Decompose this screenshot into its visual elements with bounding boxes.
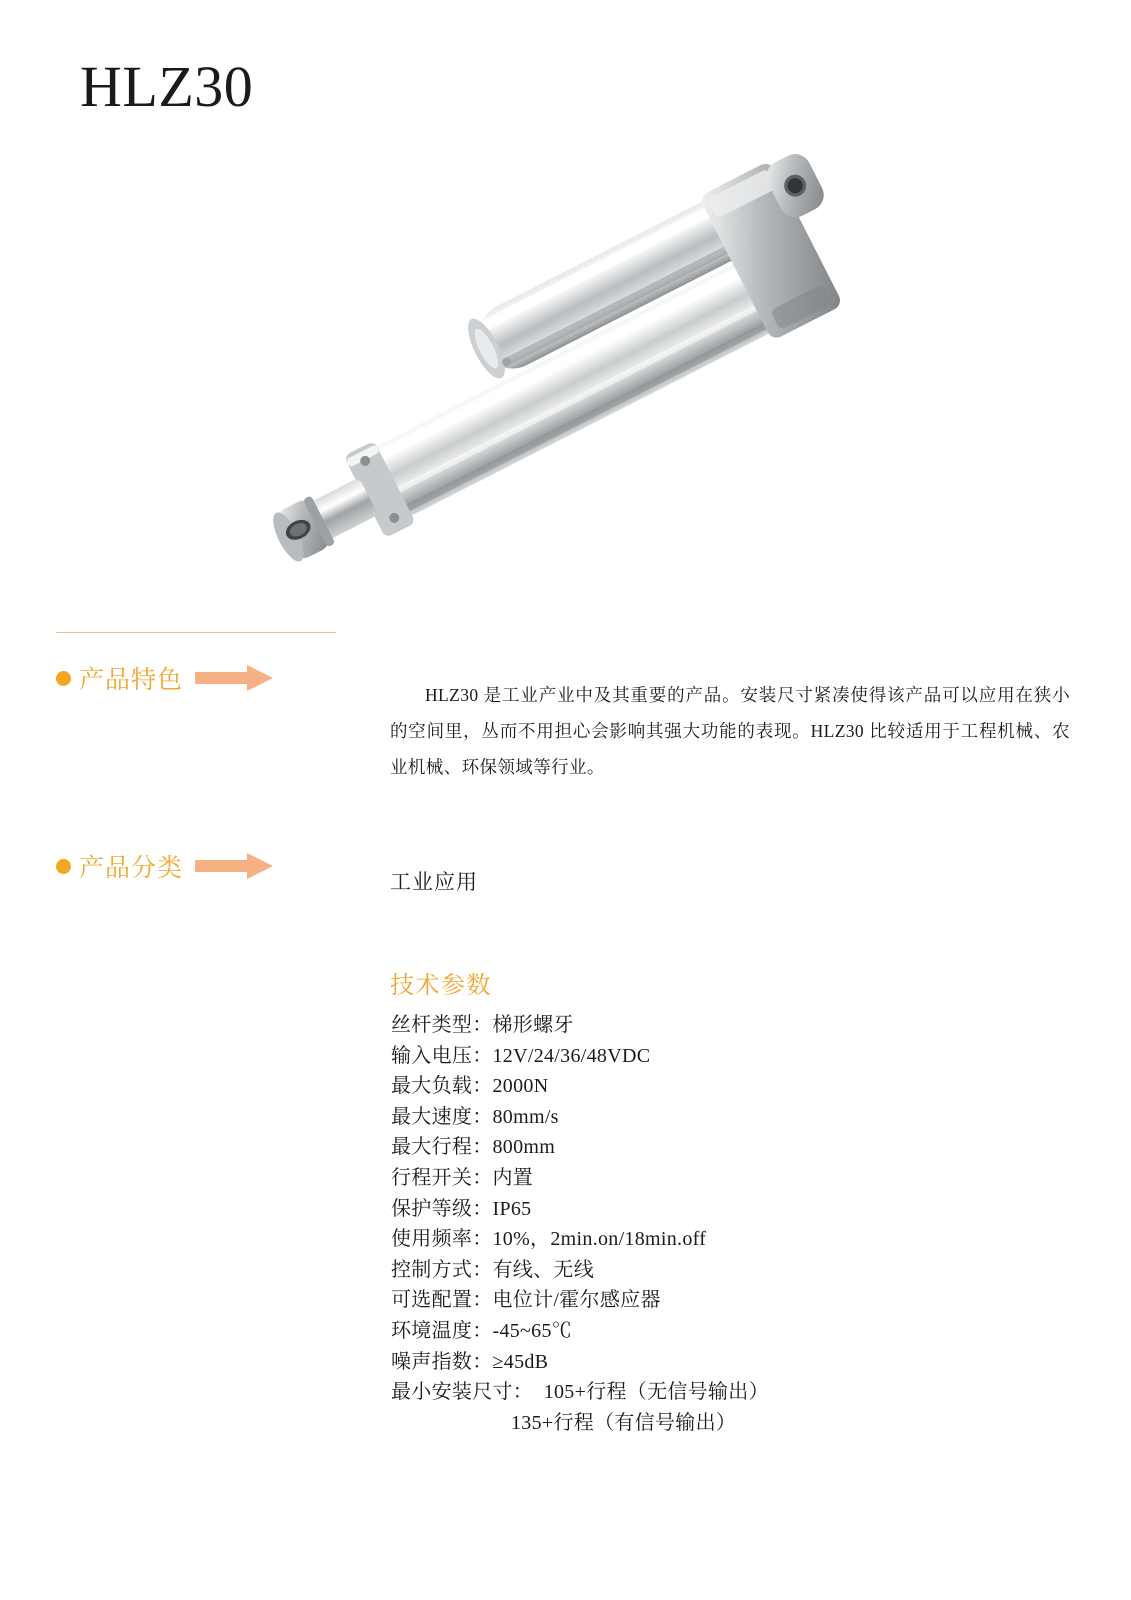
spec-item: 环境温度：-45~65℃ xyxy=(391,1319,573,1342)
spec-item-continuation: 135+行程（有信号输出） xyxy=(511,1411,737,1434)
bullet-icon xyxy=(56,671,71,686)
spec-item: 使用频率：10%，2min.on/18min.off xyxy=(391,1228,707,1251)
features-paragraph: HLZ30 是工业产业中及其重要的产品。安装尺寸紧凑使得该产品可以应用在狭小的空间里，丛而不用担心会影响其强大功能的表现。HLZ30 比较适用于工程机械、农业机械、环保领域等行业。 xyxy=(390,685,1070,777)
spec-item: 最小安装尺寸： 105+行程（无信号输出） xyxy=(391,1381,769,1404)
product-image xyxy=(210,150,970,610)
specs-list xyxy=(391,1010,1031,1438)
bullet-icon xyxy=(56,859,71,874)
arrow-right-icon xyxy=(195,665,273,691)
spec-item: 最大速度：80mm/s xyxy=(391,1105,559,1128)
category-label-text: 产品分类 xyxy=(79,855,184,882)
spec-item: 噪声指数：≥45dB xyxy=(391,1350,549,1373)
spec-item: 行程开关：内置 xyxy=(391,1166,534,1189)
page-title: HLZ30 xyxy=(80,54,254,119)
spec-item: 最大负载：2000N xyxy=(391,1075,549,1098)
spec-item: 可选配置：电位计/霍尔感应器 xyxy=(391,1289,661,1312)
divider-line xyxy=(56,632,336,633)
linear-actuator-illustration xyxy=(210,150,970,610)
spec-item: 控制方式：有线、无线 xyxy=(391,1258,594,1281)
spec-item: 丝杆类型：梯形螺牙 xyxy=(391,1014,574,1036)
arrow-right-icon xyxy=(195,853,273,879)
specs-heading: 技术参数 xyxy=(390,973,492,999)
section-category-label xyxy=(56,848,356,884)
spec-item: 保护等级：IP65 xyxy=(391,1197,532,1220)
spec-item: 最大行程：800mm xyxy=(391,1136,556,1159)
features-label-text: 产品特色 xyxy=(79,667,184,694)
category-value: 工业应用 xyxy=(390,870,478,894)
spec-item: 输入电压：12V/24/36/48VDC xyxy=(391,1044,651,1067)
section-features-label xyxy=(56,660,356,696)
